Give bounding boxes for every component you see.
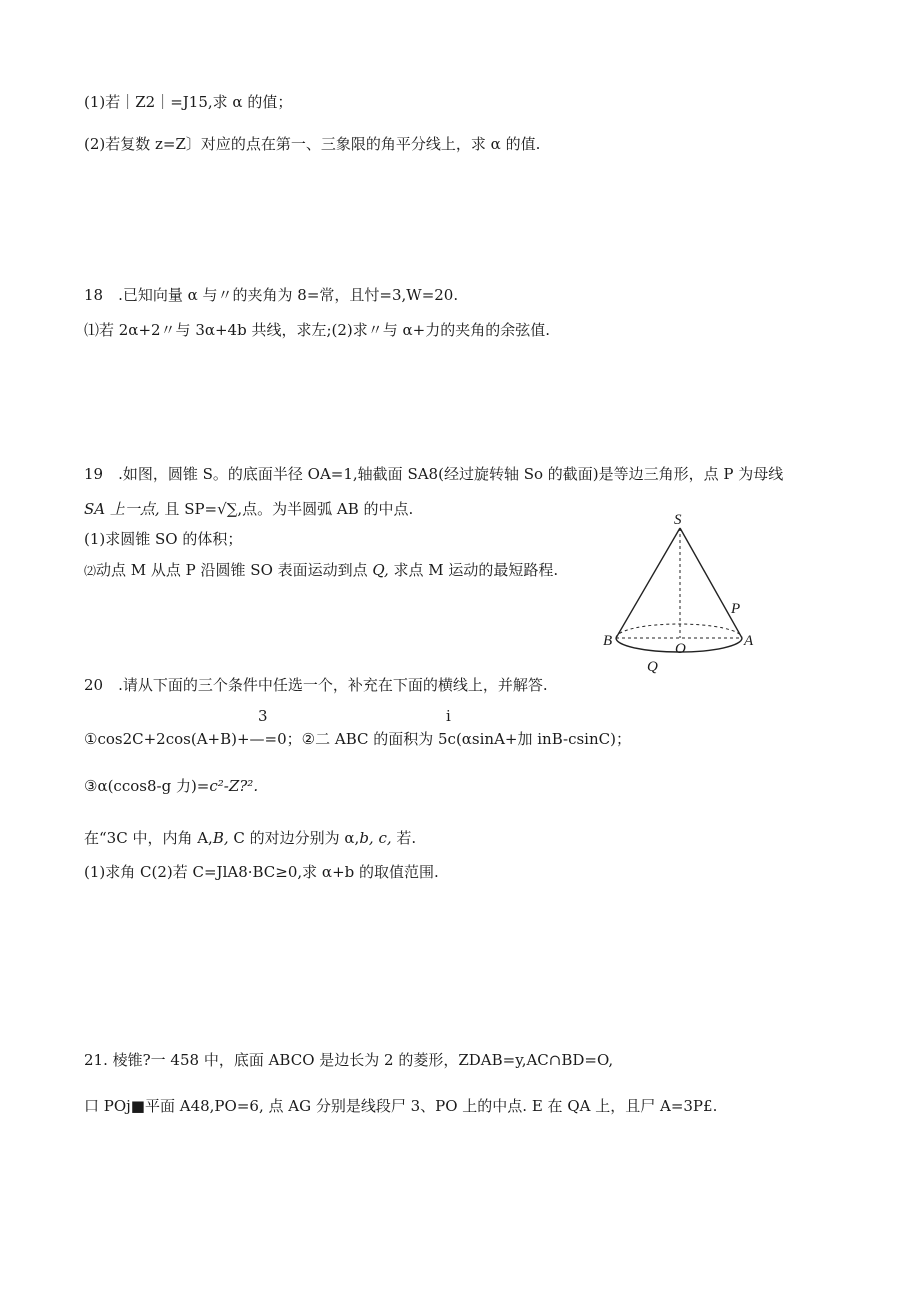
q17-part2: (2)若复数 z=Z〕对应的点在第一、三象限的角平分线上，求 α 的值. [84, 135, 541, 153]
q19-part2-text-a: 动点 M 从点 P 沿圆锥 SO 表面运动到点 [96, 561, 373, 579]
q20-premise-d: b, c, [359, 829, 392, 847]
q21-stem: 21. 棱锥?一 458 中，底面 ABCO 是边长为 2 的菱形，ZDAB=y,AC∩BD=O, [84, 1051, 614, 1069]
cone-figure [598, 508, 768, 680]
q20-stem: 20 .请从下面的三个条件中任选一个，补充在下面的横线上，并解答. [84, 676, 548, 694]
cone-edge-sa [680, 528, 742, 638]
q20-premise-e: 若. [391, 829, 417, 847]
q19-stem-cont [84, 499, 413, 519]
q17-part1: (1)若｜Z2｜=J15,求 α 的值； [84, 93, 293, 111]
q19-part2-q: Q, [372, 561, 389, 579]
q20-condition-3 [84, 776, 258, 796]
q19-sa-italic: SA 上一点, [84, 500, 160, 518]
q20-premise-c: C 的对边分别为 α, [228, 829, 360, 847]
q20-premise-a: 在“3C 中，内角 A, [84, 829, 213, 847]
label-p: P [731, 601, 741, 617]
q20-cond3-b: =c²-Z?². [196, 777, 259, 795]
q19-stem: 19 .如图，圆锥 S。的底面半径 OA=1,轴截面 SA8(经过旋转轴 So 的截面)是等边三角形，点 P 为母线 [84, 465, 784, 483]
q19-part2 [84, 560, 558, 581]
q20-conditions-1-2: ①cos2C+2cos(A+B)+—=0；②二 ABC 的面积为 5c(αsinA+加 inB-csinC)； [84, 730, 631, 748]
label-b: B [603, 633, 613, 649]
q20-parts: (1)求角 C(2)若 C=JlA8·BC≥0,求 α+b 的取值范围. [84, 863, 439, 881]
label-q: Q [647, 659, 658, 675]
q19-part2-text-b: 求点 M 运动的最短路程. [388, 561, 559, 579]
q19-part2-number: ⑵ [84, 564, 97, 578]
q18-stem: 18 .已知向量 α 与〃的夹角为 8=常，且忖=3,W=20. [84, 286, 459, 304]
q20-fraction-numerator: 3 [258, 707, 268, 725]
cone-base-back-arc [616, 624, 742, 638]
label-s: S [674, 512, 682, 528]
q20-premise [84, 828, 416, 848]
cone-edge-sb [616, 528, 680, 638]
label-a: A [744, 633, 754, 649]
q20-premise-b: B, [212, 829, 229, 847]
q19-part1: (1)求圆锥 SO 的体积； [84, 530, 243, 548]
q19-sp-text: 且 SP=√∑,点。为半圆弧 AB 的中点. [159, 500, 414, 518]
label-o: O [675, 641, 686, 657]
q20-superscript-i: i [446, 707, 451, 725]
q20-cond3-a: ③α(ccos8-g 力) [84, 777, 197, 795]
q18-parts: ⑴若 2α+2〃与 3α+4b 共线，求左;(2)求〃与 α+力的夹角的余弦值. [84, 321, 551, 339]
q21-conditions: 口 POj■平面 A48,PO=6, 点 AG 分别是线段尸 3、PO 上的中点. E 在 QA 上，且尸 A=3P£. [84, 1097, 718, 1115]
